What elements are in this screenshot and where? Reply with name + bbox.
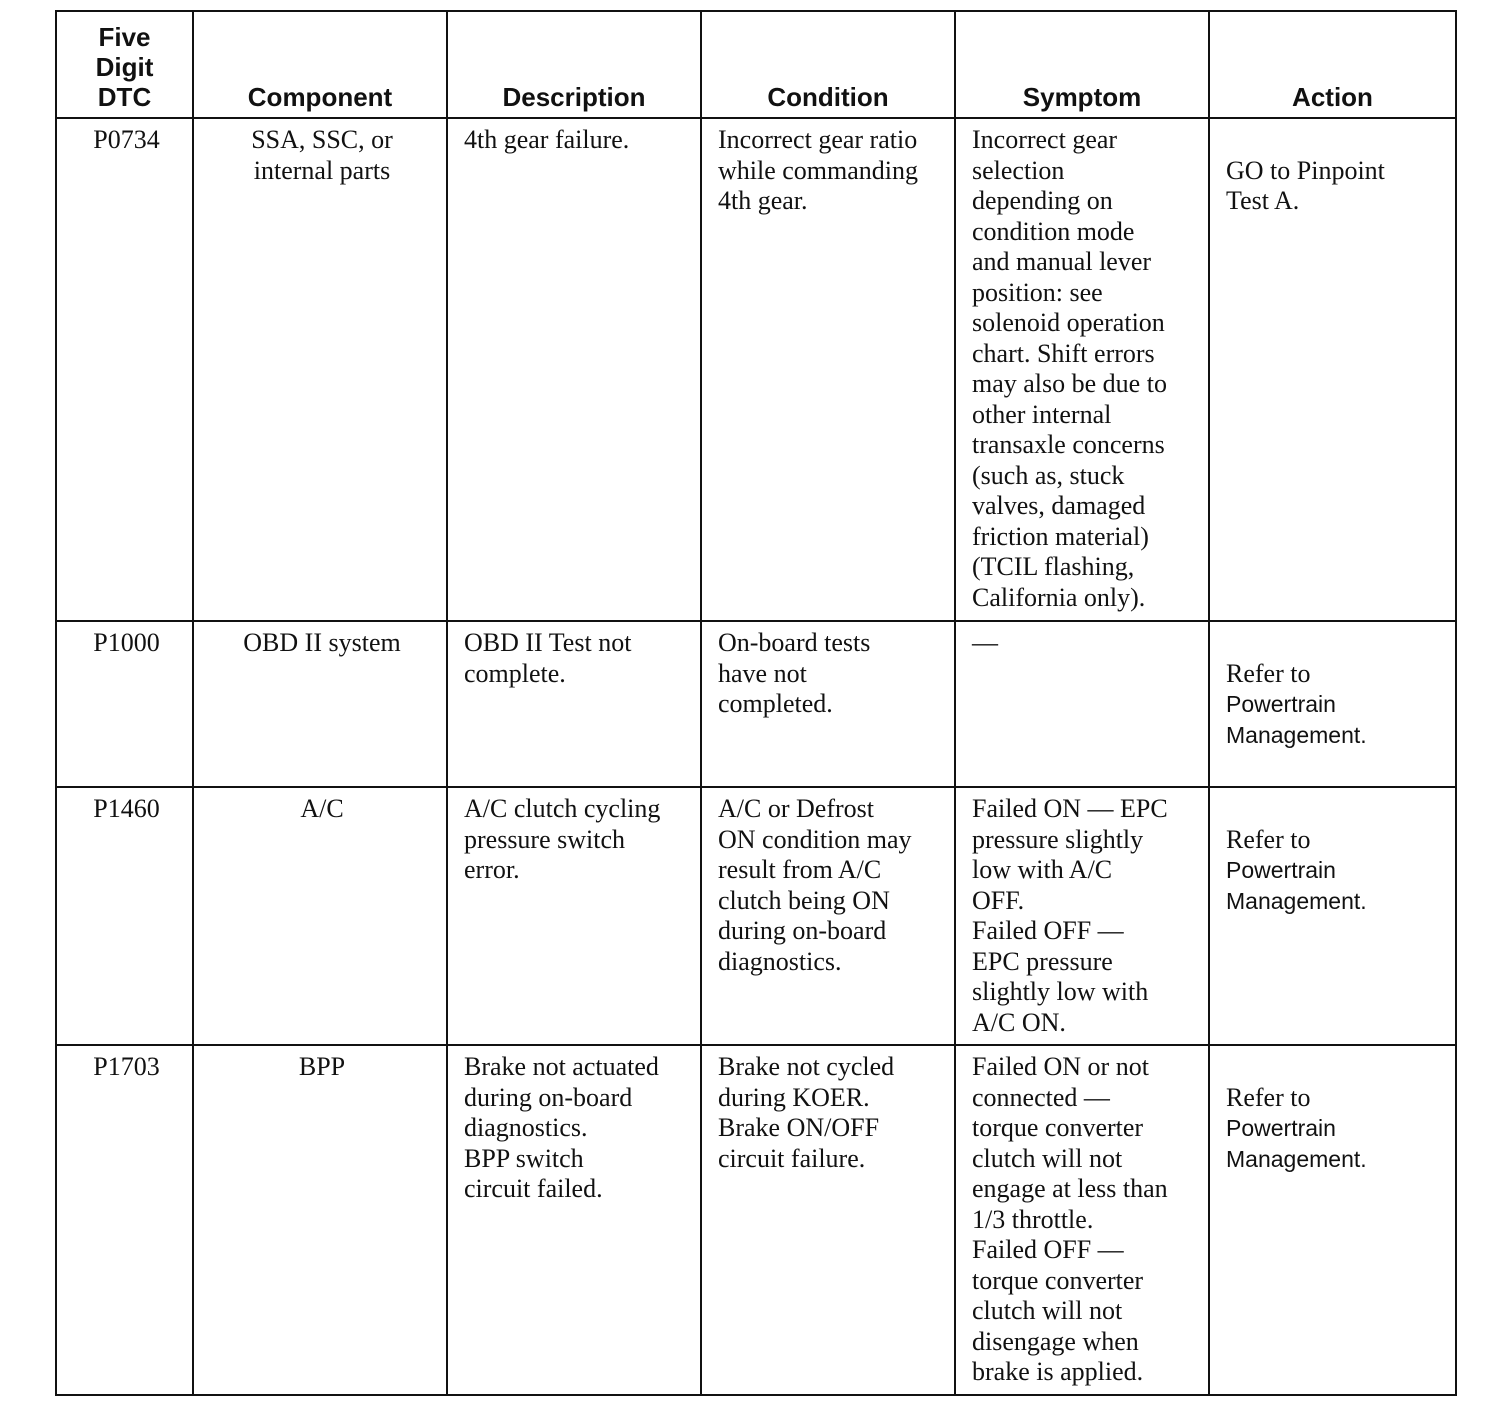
- description-cell: OBD II Test not complete.: [447, 621, 701, 787]
- condition-cell: A/C or Defrost ON condition may result from A/C clutch being ON during on-board diagnostics.: [701, 787, 955, 1045]
- action-reference: Powertrain Management.: [1226, 857, 1367, 914]
- action-reference: Powertrain Management.: [1226, 1115, 1367, 1172]
- table-row: [56, 621, 1456, 787]
- condition-cell: On-board tests have not completed.: [701, 621, 955, 787]
- dtc-table: [55, 10, 1457, 1396]
- action-reference: Powertrain Management.: [1226, 691, 1367, 748]
- action-text: GO to Pinpoint Test A.: [1226, 155, 1385, 215]
- table-row: [56, 1045, 1456, 1395]
- table-header-row: [56, 11, 1456, 118]
- condition-cell: Incorrect gear ratio while commanding 4th gear.: [701, 118, 955, 621]
- header-component: Component: [193, 11, 447, 118]
- action-cell: [1209, 621, 1456, 787]
- action-text: Refer to: [1226, 658, 1311, 688]
- dtc-code: P0734: [56, 118, 193, 621]
- component-cell: BPP: [193, 1045, 447, 1395]
- component-cell: OBD II system: [193, 621, 447, 787]
- dtc-code: P1000: [56, 621, 193, 787]
- action-cell: [1209, 118, 1456, 621]
- symptom-cell: Failed ON or not connected — torque converter clutch will not engage at less than 1/3 throttle. Failed OFF — torque converter clutch will not disengage when brake is applied.: [955, 1045, 1209, 1395]
- header-description: Description: [447, 11, 701, 118]
- action-cell: [1209, 1045, 1456, 1395]
- symptom-cell: —: [955, 621, 1209, 787]
- action-cell: [1209, 787, 1456, 1045]
- dtc-code: P1703: [56, 1045, 193, 1395]
- action-text: Refer to: [1226, 1082, 1311, 1112]
- table-row: [56, 787, 1456, 1045]
- symptom-cell: Failed ON — EPC pressure slightly low with A/C OFF. Failed OFF — EPC pressure slightly low with A/C ON.: [955, 787, 1209, 1045]
- description-cell: 4th gear failure.: [447, 118, 701, 621]
- header-condition: Condition: [701, 11, 955, 118]
- table-row: [56, 118, 1456, 621]
- header-dtc: Five Digit DTC: [56, 11, 193, 118]
- component-cell: SSA, SSC, or internal parts: [193, 118, 447, 621]
- symptom-cell: Incorrect gear selection depending on condition mode and manual lever position: see solenoid operation chart. Shift errors may also be due to other internal transaxle concerns (such as, stuck valves, damaged friction material) (TCIL flashing, California only).: [955, 118, 1209, 621]
- dtc-code: P1460: [56, 787, 193, 1045]
- condition-cell: Brake not cycled during KOER. Brake ON/OFF circuit failure.: [701, 1045, 955, 1395]
- header-symptom: Symptom: [955, 11, 1209, 118]
- header-action: Action: [1209, 11, 1456, 118]
- description-cell: Brake not actuated during on-board diagnostics. BPP switch circuit failed.: [447, 1045, 701, 1395]
- description-cell: A/C clutch cycling pressure switch error.: [447, 787, 701, 1045]
- action-text: Refer to: [1226, 824, 1311, 854]
- component-cell: A/C: [193, 787, 447, 1045]
